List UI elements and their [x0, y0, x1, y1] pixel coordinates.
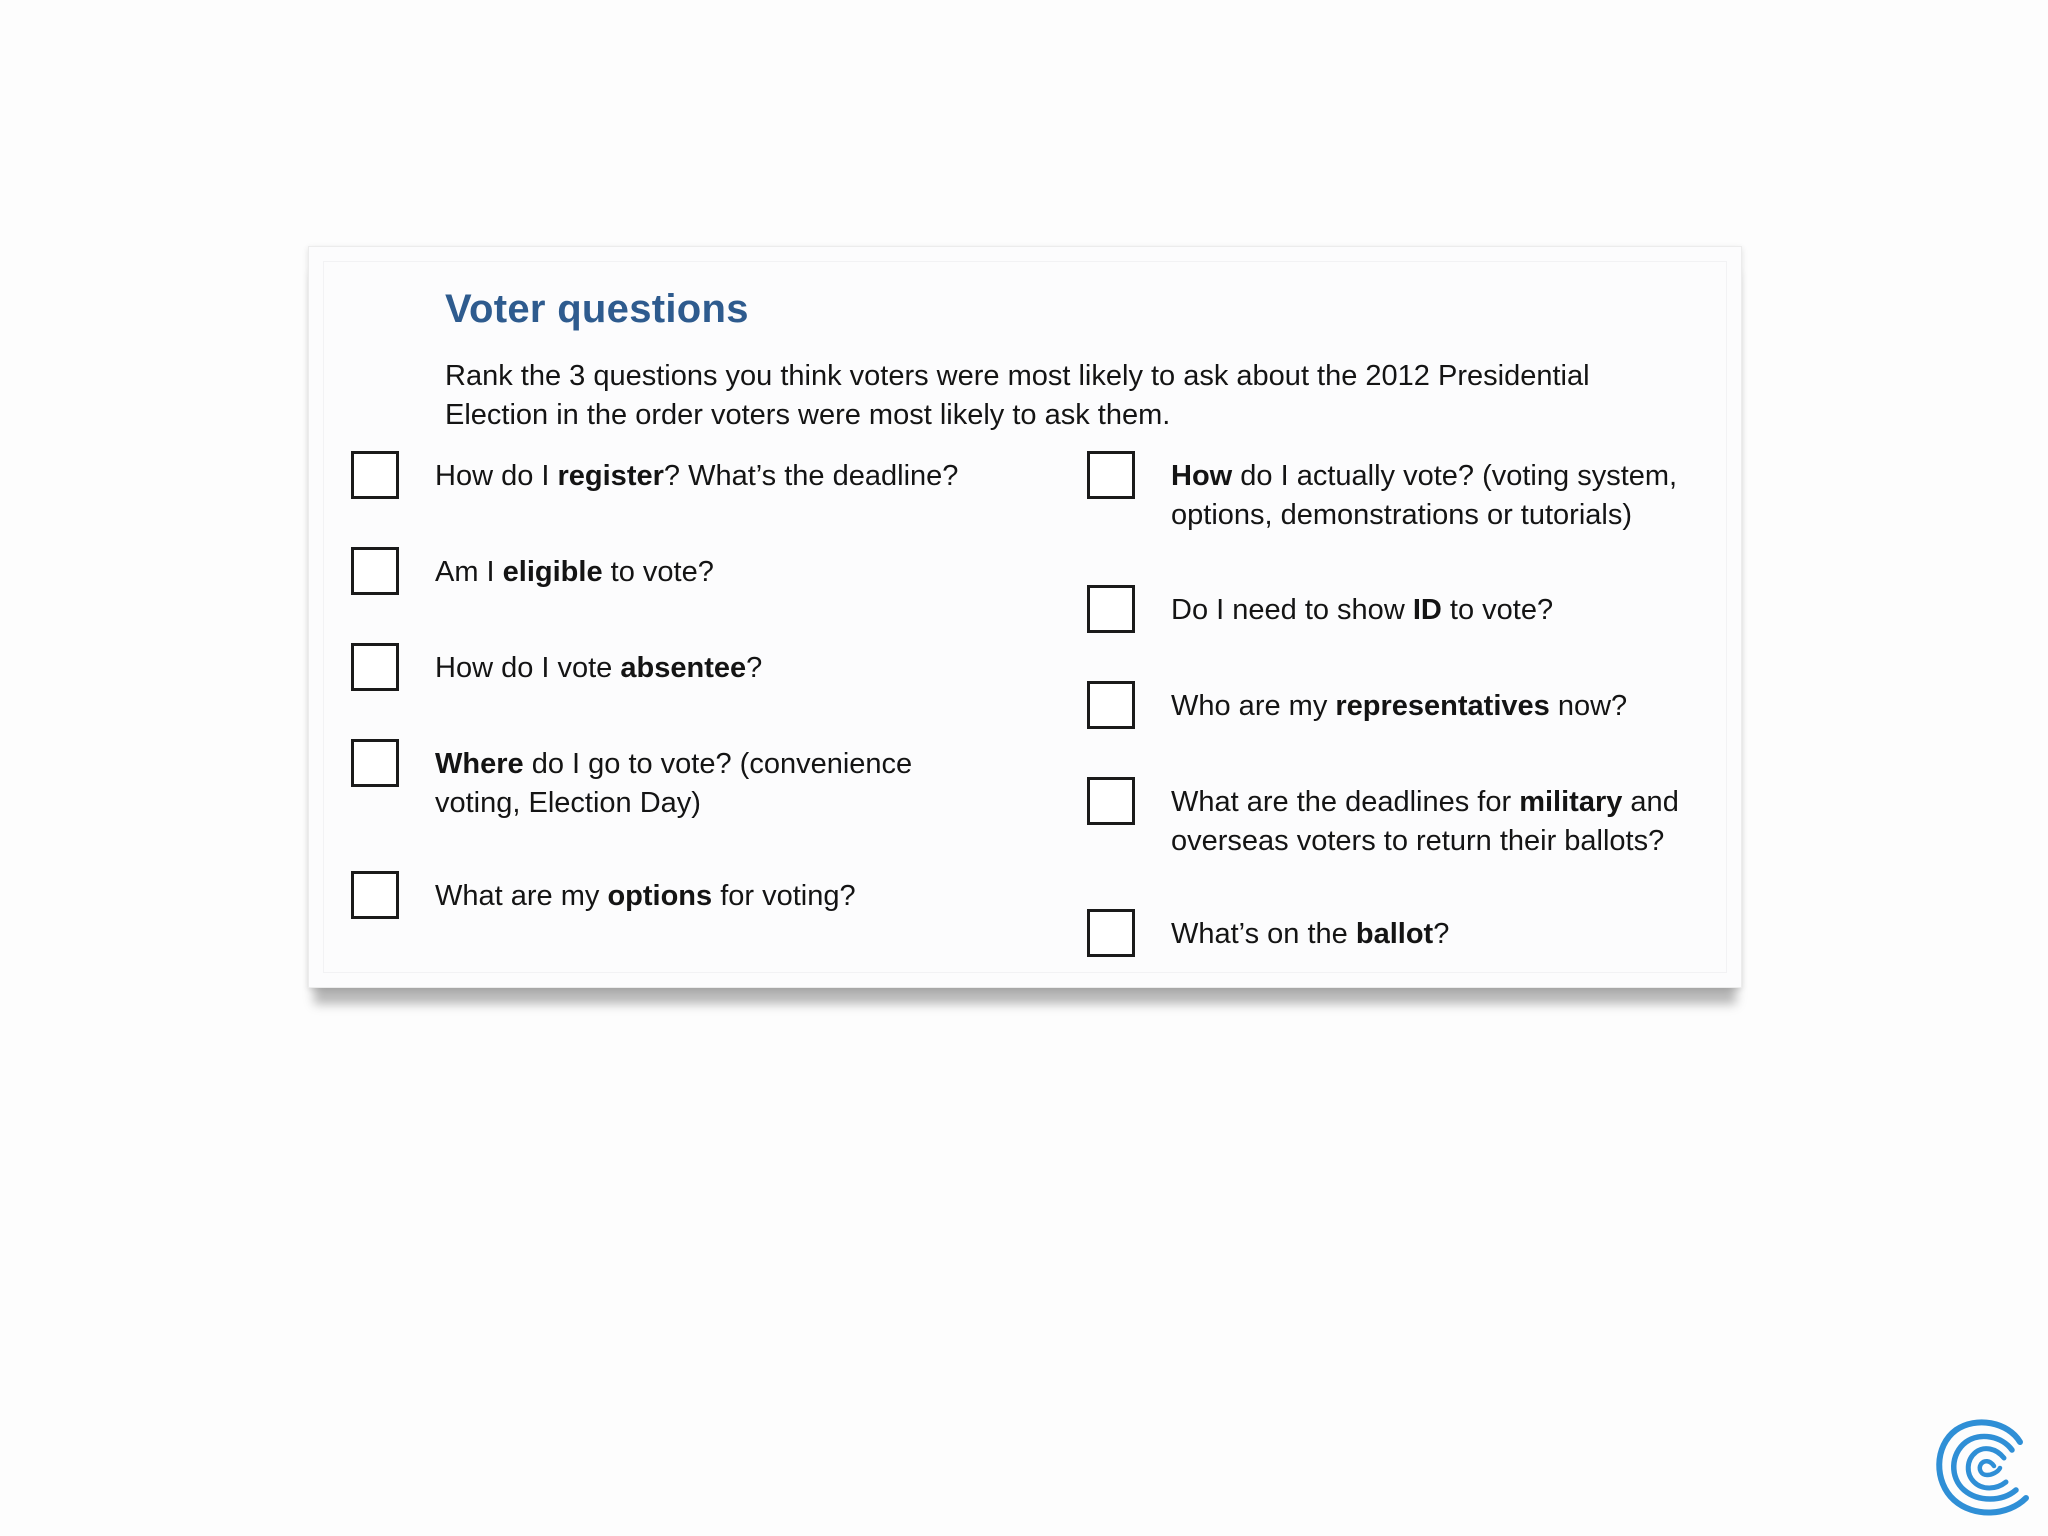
checkbox-military[interactable] — [1087, 777, 1135, 825]
question-item-options[interactable] — [351, 877, 1031, 919]
spiral-logo-icon — [1928, 1412, 2038, 1522]
question-label: How do I vote absentee? — [435, 652, 763, 684]
question-item-absentee[interactable] — [351, 649, 1031, 691]
checkbox-register[interactable] — [351, 451, 399, 499]
checkbox-ballot[interactable] — [1087, 909, 1135, 957]
question-item-eligible[interactable] — [351, 553, 1031, 595]
question-item-military[interactable] — [1087, 783, 1707, 861]
question-item-register[interactable] — [351, 457, 1031, 499]
checkbox-where[interactable] — [351, 739, 399, 787]
question-label: How do I actually vote? (voting system, options, demonstrations or tutorials) — [1171, 460, 1678, 531]
question-item-id[interactable] — [1087, 591, 1707, 633]
checkbox-how-vote[interactable] — [1087, 451, 1135, 499]
checkbox-eligible[interactable] — [351, 547, 399, 595]
question-label: What’s on the ballot? — [1171, 918, 1450, 950]
voter-questions-card — [308, 246, 1742, 988]
question-label: Who are my representatives now? — [1171, 690, 1628, 722]
question-item-where[interactable] — [351, 745, 1001, 823]
question-item-ballot[interactable] — [1087, 915, 1707, 957]
question-item-how-vote[interactable] — [1087, 457, 1707, 535]
checkbox-absentee[interactable] — [351, 643, 399, 691]
checkbox-options[interactable] — [351, 871, 399, 919]
card-title: Voter questions — [445, 287, 749, 331]
question-label: What are my options for voting? — [435, 880, 856, 912]
card-intro: Rank the 3 questions you think voters were most likely to ask about the 2012 Presidential Election in the order voters were most likely to ask them. — [445, 360, 1590, 431]
checkbox-representatives[interactable] — [1087, 681, 1135, 729]
checkbox-id[interactable] — [1087, 585, 1135, 633]
question-item-representatives[interactable] — [1087, 687, 1707, 729]
question-label: Where do I go to vote? (convenience voting, Election Day) — [435, 748, 913, 819]
question-label: What are the deadlines for military and overseas voters to return their ballots? — [1171, 786, 1679, 857]
question-label: Am I eligible to vote? — [435, 556, 714, 588]
question-label: Do I need to show ID to vote? — [1171, 594, 1554, 626]
question-label: How do I register? What’s the deadline? — [435, 460, 959, 492]
